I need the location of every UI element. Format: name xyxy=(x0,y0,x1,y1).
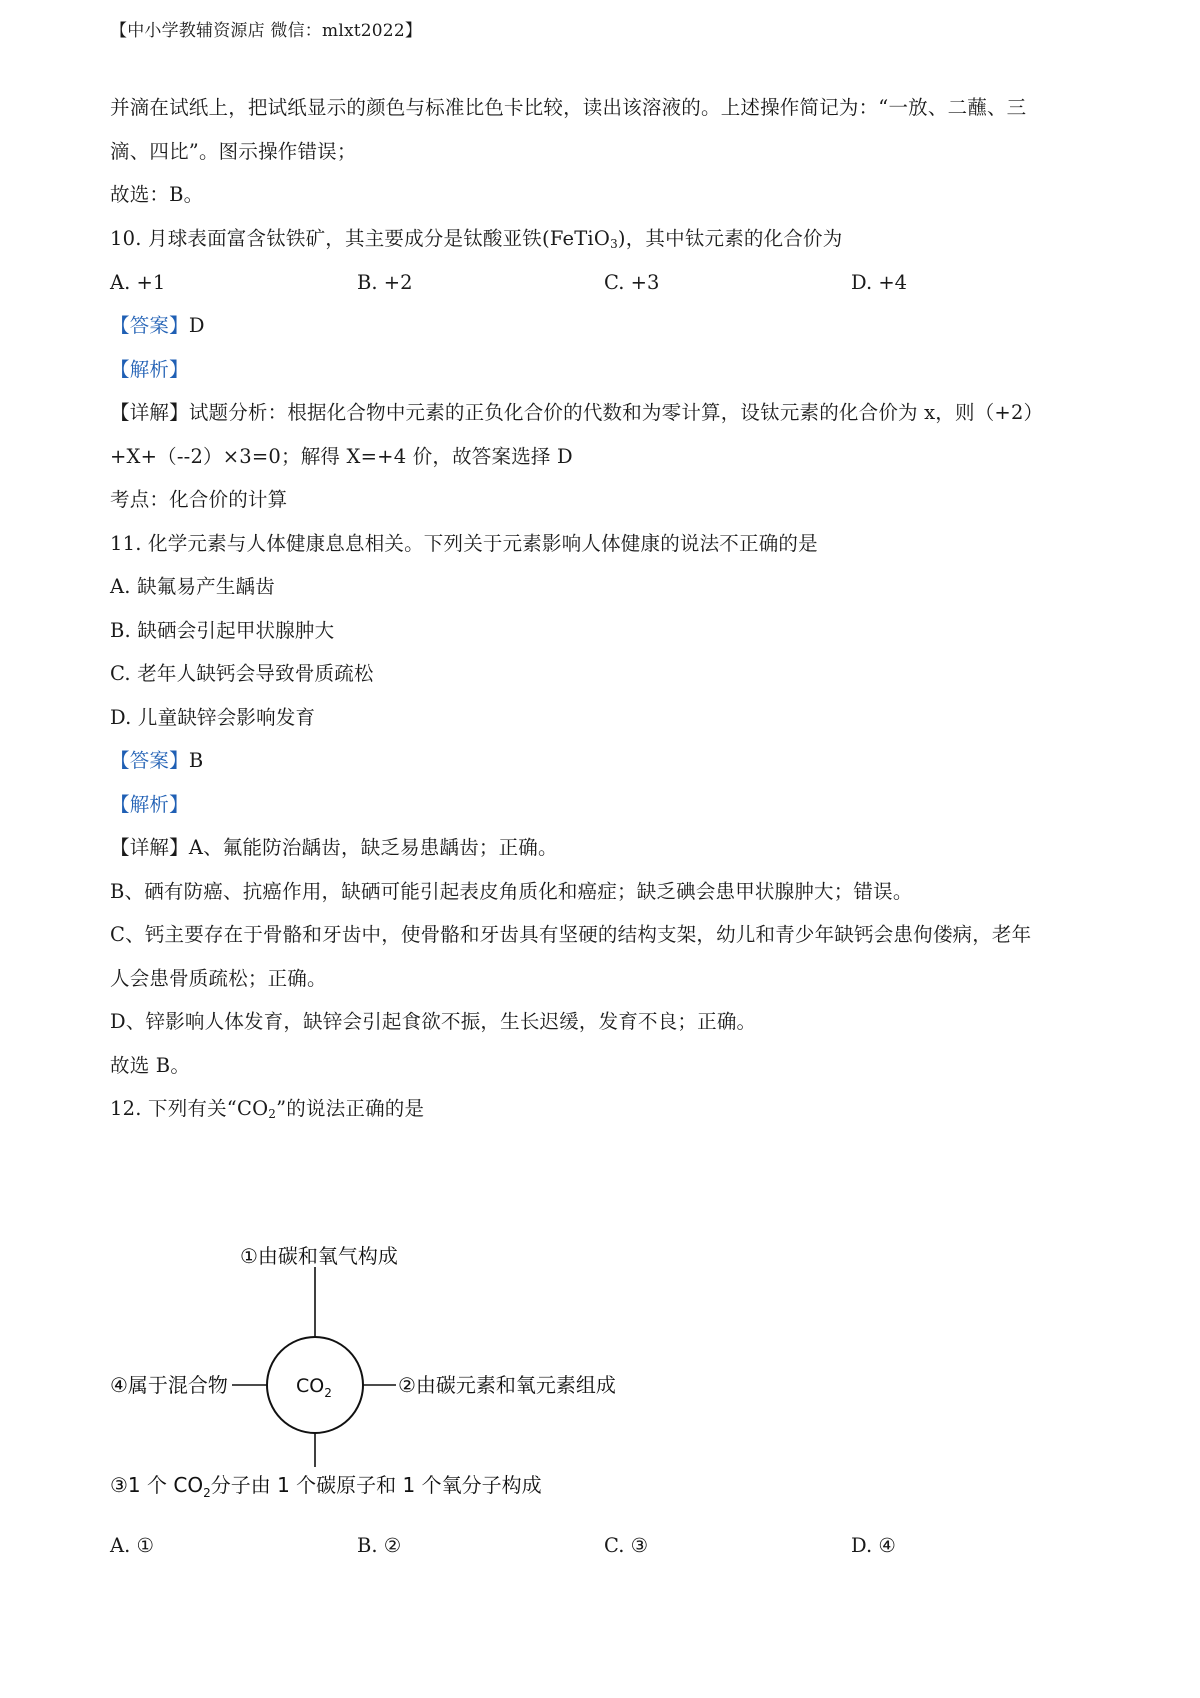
q10-stem-before: 10. 月球表面富含钛铁矿，其主要成分是钛酸亚铁(FeTiO xyxy=(110,227,611,250)
q10-stem-subscript: 3 xyxy=(610,237,618,251)
co2-center-label xyxy=(296,1375,332,1400)
q11-detail-a xyxy=(110,835,558,861)
q10-detail-tag: 【详解】 xyxy=(110,401,189,424)
q12-stem-before: 12. 下列有关“CO xyxy=(110,1097,269,1120)
q10-answer-tag: 【答案】 xyxy=(110,314,189,337)
q11-answer xyxy=(110,748,203,774)
q10-analysis-tag: 【解析】 xyxy=(110,358,189,381)
q11-option-d: D. 儿童缺锌会影响发育 xyxy=(110,706,316,729)
bottom-after: 分子由 1 个碳原子和 1 个氧分子构成 xyxy=(210,1473,542,1497)
q9-conclusion: 故选：B。 xyxy=(110,183,204,206)
q12-option-a: A. ① xyxy=(110,1534,154,1557)
q11-detail-c-line-1: C、钙主要存在于骨骼和牙齿中，使骨骼和牙齿具有坚硬的结构支架，幼儿和青少年缺钙会患佝偻病，老年 xyxy=(110,923,1032,946)
q10-detail-line-2: +X+（--2）×3=0；解得 X=+4 价，故答案选择 D xyxy=(110,445,573,468)
q12-option-b: B. ② xyxy=(357,1534,402,1557)
q11-option-a: A. 缺氟易产生龋齿 xyxy=(110,575,275,598)
q11-conclusion: 故选 B。 xyxy=(110,1054,191,1077)
q11-answer-tag: 【答案】 xyxy=(110,749,189,772)
diagram-label-top: ①由碳和氧气构成 xyxy=(240,1245,398,1268)
q10-option-b: B. +2 xyxy=(357,271,413,294)
q10-kaodian: 考点：化合价的计算 xyxy=(110,488,288,511)
bottom-sub: 2 xyxy=(203,1486,211,1500)
q11-detail-a-text: A、氟能防治龋齿，缺乏易患龋齿；正确。 xyxy=(188,836,558,859)
q10-option-c: C. +3 xyxy=(604,271,660,294)
q11-detail-tag: 【详解】 xyxy=(110,836,189,859)
page-header: 【中小学教辅资源店 微信：mlxt2022】 xyxy=(110,21,423,41)
q12-stem-subscript: 2 xyxy=(268,1107,277,1121)
q9-tail-line-1: 并滴在试纸上，把试纸显示的颜色与标准比色卡比较，读出该溶液的。上述操作简记为：“一放、二蘸、三 xyxy=(110,96,1027,119)
q11-detail-d: D、锌影响人体发育，缺锌会引起食欲不振，生长迟缓，发育不良；正确。 xyxy=(110,1010,757,1033)
diagram-label-bottom xyxy=(110,1473,542,1500)
q10-option-d: D. +4 xyxy=(851,271,908,294)
diagram-label-right: ②由碳元素和氧元素组成 xyxy=(398,1373,616,1397)
q11-detail-c-line-2: 人会患骨质疏松；正确。 xyxy=(110,967,327,990)
q10-answer xyxy=(110,313,205,339)
q10-stem-after: )，其中钛元素的化合价为 xyxy=(617,227,843,250)
q10-detail-text: 试题分析：根据化合物中元素的正负化合价的代数和为零计算，设钛元素的化合价为 x，则（+2） xyxy=(188,401,1044,424)
q11-stem: 11. 化学元素与人体健康息息相关。下列关于元素影响人体健康的说法不正确的是 xyxy=(110,532,818,555)
q12-stem xyxy=(110,1096,424,1122)
q11-option-b: B. 缺硒会引起甲状腺肿大 xyxy=(110,619,335,642)
q9-tail-line-2: 滴、四比”。图示操作错误； xyxy=(110,140,357,163)
diagram-label-left: ④属于混合物 xyxy=(110,1373,228,1397)
q12-stem-after: ”的说法正确的是 xyxy=(276,1097,425,1120)
co2-center-sub: 2 xyxy=(324,1386,332,1400)
q12-option-d: D. ④ xyxy=(851,1534,896,1557)
q10-option-a: A. +1 xyxy=(110,271,166,294)
q11-answer-value: B xyxy=(188,749,204,772)
q12-option-c: C. ③ xyxy=(604,1534,649,1557)
q10-stem xyxy=(110,226,842,252)
q10-detail-line-1 xyxy=(110,400,1043,426)
co2-center-main: CO xyxy=(296,1375,325,1397)
q10-answer-value: D xyxy=(188,314,205,337)
co2-diagram xyxy=(110,1245,730,1515)
q11-analysis-tag: 【解析】 xyxy=(110,793,189,816)
q11-detail-b: B、硒有防癌、抗癌作用，缺硒可能引起表皮角质化和癌症；缺乏碘会患甲状腺肿大；错误。 xyxy=(110,880,913,903)
q11-option-c: C. 老年人缺钙会导致骨质疏松 xyxy=(110,662,374,685)
bottom-before: ③1 个 CO xyxy=(110,1473,204,1497)
